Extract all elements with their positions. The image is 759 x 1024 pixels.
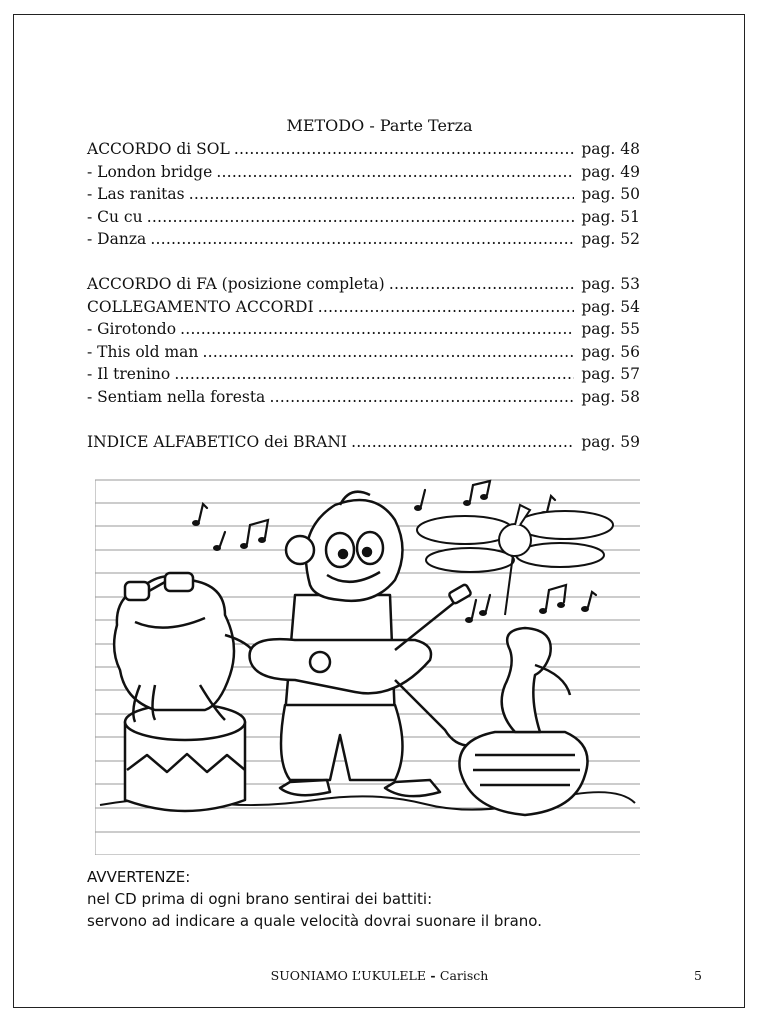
- toc-row[interactable]: [87, 318, 640, 341]
- toc-leader: [216, 161, 574, 184]
- footer-publisher: Carisch: [439, 968, 489, 983]
- toc-page: pag. 58: [581, 387, 640, 406]
- toc-row[interactable]: [87, 228, 640, 251]
- toc-title: - Las ranitas: [87, 185, 185, 204]
- toc-page: pag. 52: [581, 230, 640, 249]
- toc-row[interactable]: [87, 386, 640, 409]
- toc-row[interactable]: [87, 183, 640, 206]
- toc-page: pag. 55: [581, 320, 640, 339]
- toc-leader: [147, 206, 574, 229]
- toc-leader: [351, 431, 574, 454]
- toc-row[interactable]: [87, 138, 640, 161]
- toc-title: - Il trenino: [87, 365, 171, 384]
- toc-title: - Sentiam nella foresta: [87, 387, 266, 406]
- section-spacer: [87, 409, 640, 431]
- toc-row[interactable]: [87, 161, 640, 184]
- cartoon-illustration: [95, 470, 640, 855]
- snake-in-basket: [459, 628, 587, 815]
- toc-leader: [234, 138, 574, 161]
- toc-title: INDICE ALFABETICO dei BRANI: [87, 432, 348, 451]
- frog-on-drum: [114, 573, 260, 811]
- toc-row[interactable]: [87, 431, 640, 454]
- footer-book-title: SUONIAMO L’UKULELE: [270, 968, 426, 983]
- toc-leader: [180, 318, 574, 341]
- toc-title: - Cu cu: [87, 207, 143, 226]
- toc-row[interactable]: [87, 341, 640, 364]
- heading-separator: -: [364, 116, 380, 135]
- heading-subtitle: Parte Terza: [379, 116, 473, 135]
- toc-leader: [174, 363, 574, 386]
- table-of-contents: [87, 138, 640, 453]
- toc-leader: [189, 183, 574, 206]
- toc-title: ACCORDO di SOL: [87, 140, 230, 158]
- toc-page: pag. 57: [581, 365, 640, 384]
- toc-leader: [150, 228, 574, 251]
- toc-page: pag. 50: [581, 185, 640, 204]
- page-footer: [0, 968, 759, 983]
- toc-row[interactable]: [87, 206, 640, 229]
- toc-row[interactable]: [87, 296, 640, 319]
- dragonfly: [417, 505, 613, 615]
- toc-row[interactable]: [87, 273, 640, 296]
- toc-leader: [269, 386, 574, 409]
- music-note-icon: [213, 532, 225, 551]
- toc-page: pag. 48: [581, 140, 640, 158]
- toc-leader: [389, 273, 574, 296]
- heading-title: METODO: [286, 116, 365, 135]
- page-number: 5: [694, 968, 702, 983]
- notice-line: nel CD prima di ogni brano sentirai dei battiti:: [87, 890, 433, 908]
- toc-page: pag. 51: [581, 207, 640, 226]
- toc-row[interactable]: [87, 363, 640, 386]
- toc-title: - This old man: [87, 342, 199, 361]
- toc-page: pag. 53: [581, 274, 640, 293]
- music-note-icon: [192, 504, 207, 526]
- toc-leader: [318, 296, 574, 319]
- toc-title: COLLEGAMENTO ACCORDI: [87, 297, 314, 316]
- toc-page: pag. 54: [581, 297, 640, 316]
- notice-title: AVVERTENZE:: [87, 868, 191, 886]
- page-heading: [0, 116, 759, 135]
- toc-page: pag. 59: [581, 432, 640, 451]
- notice-line: servono ad indicare a quale velocità dovrai suonare il brano.: [87, 912, 542, 930]
- toc-page: pag. 56: [581, 342, 640, 361]
- music-note-icon: [581, 592, 596, 612]
- music-note-icon: [463, 481, 490, 506]
- toc-title: ACCORDO di FA (posizione completa): [87, 274, 385, 293]
- warning-notice: [87, 866, 687, 932]
- music-note-icon: [539, 585, 566, 614]
- toc-page: pag. 49: [581, 162, 640, 181]
- toc-title: - Girotondo: [87, 320, 177, 339]
- toc-leader: [202, 341, 574, 364]
- music-note-icon: [240, 520, 268, 549]
- toc-title: - London bridge: [87, 162, 213, 181]
- footer-separator: -: [425, 968, 440, 983]
- toc-title: - Danza: [87, 230, 147, 249]
- music-note-icon: [479, 595, 490, 616]
- section-spacer: [87, 251, 640, 273]
- music-note-icon: [414, 490, 425, 511]
